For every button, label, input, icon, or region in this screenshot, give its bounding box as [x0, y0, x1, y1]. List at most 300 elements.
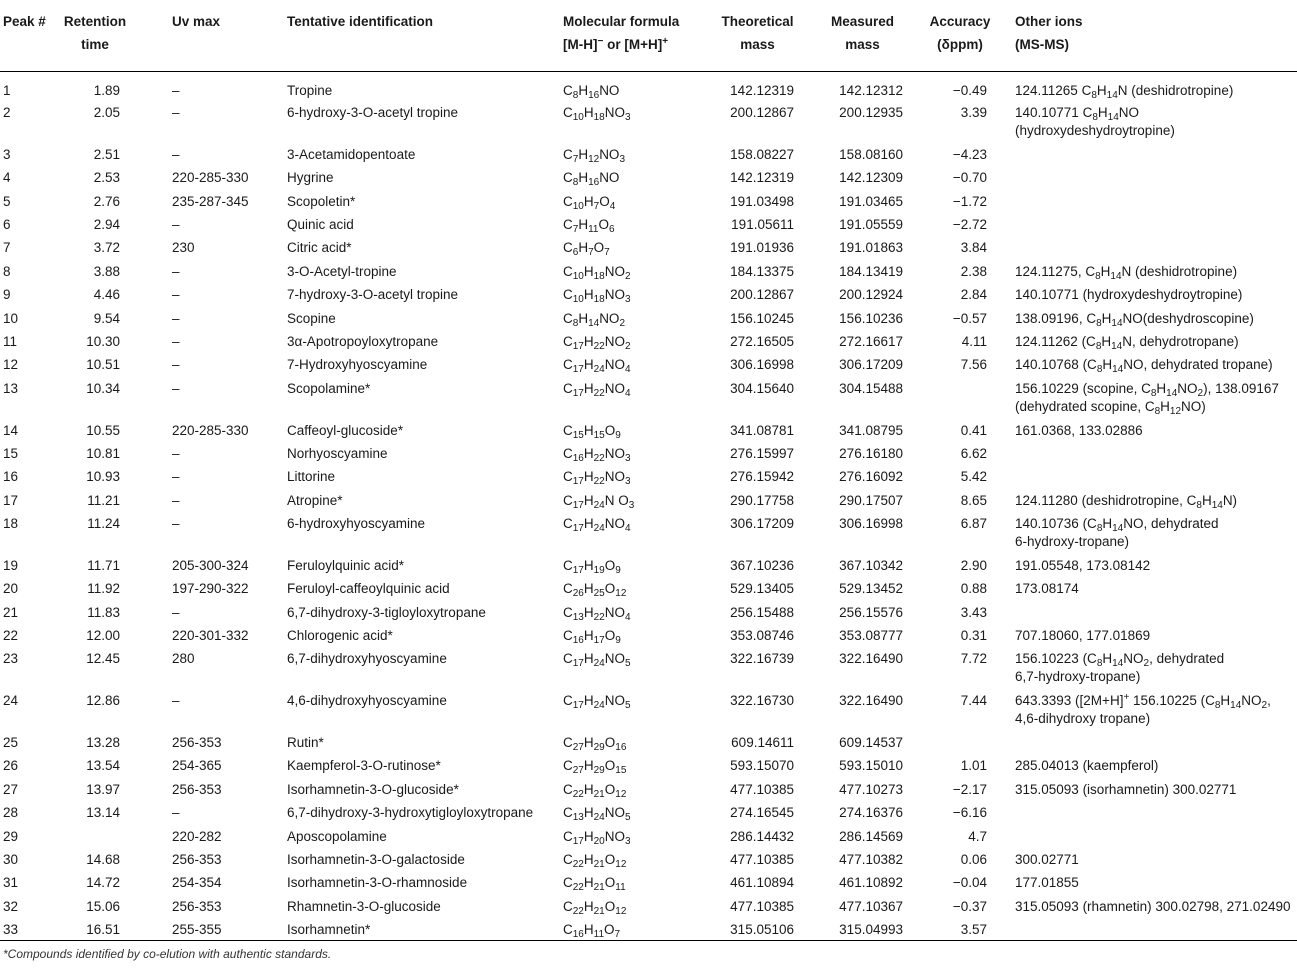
- cell-molecular-formula: [560, 72, 705, 101]
- cell-uv-max: [132, 418, 282, 441]
- cell-other-ions-segment: H: [1101, 333, 1112, 349]
- cell-measured-mass-text: 306.16998: [839, 516, 903, 532]
- table-row: [0, 441, 1297, 464]
- cell-retention-time-text: 1.89: [93, 83, 120, 98]
- cell-molecular-formula-segment: 13: [572, 812, 584, 824]
- cell-measured-mass: [810, 306, 915, 329]
- cell-molecular-formula-segment: 7: [614, 929, 621, 941]
- cell-other-ions-segment: 14: [1107, 112, 1119, 123]
- cell-accuracy: [915, 329, 1005, 352]
- cell-molecular-formula-segment: 17: [572, 340, 584, 352]
- cell-molecular-formula-segment: 22: [572, 858, 584, 870]
- cell-molecular-formula-segment: 24: [593, 364, 605, 376]
- cell-other-ions-segment: 156.10229 (scopine, C: [1015, 380, 1151, 396]
- cell-other-ions: [1005, 511, 1297, 553]
- cell-molecular-formula-segment: 8: [572, 90, 579, 101]
- cell-molecular-formula-segment: H: [583, 469, 594, 485]
- cell-molecular-formula-segment: O: [604, 781, 616, 797]
- cell-other-ions-segment: 14: [1111, 340, 1123, 352]
- cell-peak-text: 1: [3, 83, 11, 98]
- cell-measured-mass: [810, 259, 915, 282]
- cell-molecular-formula: [560, 800, 705, 823]
- cell-retention-time: [72, 511, 132, 553]
- cell-measured-mass: [810, 376, 915, 418]
- cell-uv-max: [132, 212, 282, 235]
- cell-uv-max-text: –: [172, 380, 180, 396]
- cell-measured-mass: [810, 870, 915, 893]
- cell-other-ions: [1005, 894, 1297, 917]
- cell-other-ions-segment: 2: [1261, 700, 1268, 712]
- cell-molecular-formula-segment: 25: [593, 588, 605, 600]
- cell-accuracy-text: −0.49: [952, 83, 987, 98]
- cell-molecular-formula-segment: H: [583, 422, 594, 438]
- cell-measured-mass-text: 256.15576: [839, 604, 903, 620]
- cell-peak: [0, 464, 72, 487]
- header-measured-mass: [810, 0, 915, 72]
- cell-uv-max: [132, 282, 282, 305]
- cell-accuracy: [915, 488, 1005, 511]
- cell-retention-time: [72, 189, 132, 212]
- cell-identification-text: 3-O-Acetyl-tropine: [287, 263, 397, 279]
- cell-molecular-formula-segment: 15: [615, 765, 627, 777]
- cell-theoretical-mass: [705, 824, 810, 847]
- cell-retention-time-text: 11.24: [87, 516, 120, 532]
- cell-theoretical-mass-text: 593.15070: [730, 758, 794, 774]
- cell-uv-max-text: 197-290-322: [172, 581, 249, 597]
- cell-molecular-formula-segment: C: [563, 380, 573, 396]
- cell-molecular-formula-segment: 11: [615, 882, 626, 894]
- cell-other-ions-segment: 14: [1166, 387, 1178, 399]
- cell-molecular-formula-segment: NO: [604, 651, 625, 667]
- cell-molecular-formula-segment: O: [593, 240, 605, 256]
- cell-other-ions-segment: 8: [1214, 700, 1221, 712]
- cell-other-ions-segment: 2: [1197, 387, 1204, 399]
- cell-measured-mass-text: 274.16376: [839, 805, 903, 821]
- cell-measured-mass: [810, 212, 915, 235]
- cell-identification: [282, 824, 560, 847]
- cell-other-ions: [1005, 100, 1297, 142]
- cell-peak-text: 21: [3, 604, 19, 620]
- cell-theoretical-mass-text: 142.12319: [730, 83, 794, 98]
- cell-measured-mass-text: 609.14537: [839, 735, 903, 751]
- cell-molecular-formula-segment: 12: [615, 788, 627, 800]
- cell-theoretical-mass: [705, 306, 810, 329]
- cell-molecular-formula-segment: 7: [593, 200, 600, 212]
- table-row: [0, 165, 1297, 188]
- cell-other-ions-segment: N, dehydrotropane): [1122, 333, 1239, 349]
- cell-measured-mass-text: 341.08795: [839, 422, 903, 438]
- cell-accuracy-text: 3.57: [960, 922, 987, 938]
- cell-retention-time: [72, 600, 132, 623]
- cell-other-ions-segment: 140.10768 (C: [1015, 357, 1097, 373]
- cell-accuracy-text: 7.72: [960, 651, 987, 667]
- cell-identification: [282, 441, 560, 464]
- cell-molecular-formula-segment: H: [583, 516, 594, 532]
- cell-uv-max: [132, 165, 282, 188]
- cell-retention-time-text: 2.53: [93, 170, 120, 186]
- cell-theoretical-mass-text: 367.10236: [730, 557, 794, 573]
- cell-molecular-formula-segment: 18: [593, 270, 605, 282]
- cell-other-ions-segment: 8: [1150, 387, 1157, 399]
- table-row: [0, 777, 1297, 800]
- cell-uv-max-text: 280: [172, 651, 195, 667]
- cell-uv-max: [132, 870, 282, 893]
- cell-peak: [0, 72, 72, 101]
- cell-other-ions-segment: N (deshidrotropine): [1117, 83, 1234, 98]
- cell-theoretical-mass-text: 529.13405: [730, 581, 794, 597]
- cell-accuracy-text: −0.70: [952, 170, 987, 186]
- cell-identification-text: Kaempferol-3-O-rutinose*: [287, 758, 441, 774]
- cell-molecular-formula-segment: 7: [572, 223, 579, 235]
- cell-molecular-formula-segment: 17: [572, 387, 584, 399]
- cell-measured-mass-text: 191.03465: [839, 193, 903, 209]
- cell-identification: [282, 646, 560, 688]
- cell-theoretical-mass-text: 286.14432: [730, 828, 794, 844]
- cell-molecular-formula-segment: O: [604, 851, 616, 867]
- cell-measured-mass: [810, 488, 915, 511]
- cell-peak: [0, 777, 72, 800]
- table-row: [0, 646, 1297, 688]
- cell-identification: [282, 870, 560, 893]
- cell-retention-time-text: 13.97: [86, 781, 120, 797]
- cell-theoretical-mass: [705, 800, 810, 823]
- cell-molecular-formula-segment: 17: [593, 635, 605, 647]
- table-row: [0, 753, 1297, 776]
- cell-uv-max: [132, 623, 282, 646]
- cell-molecular-formula: [560, 730, 705, 753]
- cell-molecular-formula-segment: NO: [604, 357, 625, 373]
- cell-accuracy: [915, 464, 1005, 487]
- cell-peak: [0, 870, 72, 893]
- cell-molecular-formula-segment: NO: [604, 380, 625, 396]
- table-footnote: *Compounds identified by co-elution with authentic standards.: [3, 947, 332, 962]
- cell-theoretical-mass-text: 304.15640: [730, 380, 794, 396]
- cell-retention-time-text: 2.05: [93, 105, 120, 120]
- cell-molecular-formula-segment: 17: [572, 364, 584, 376]
- header-formula-minus: −: [597, 36, 604, 47]
- cell-measured-mass: [810, 464, 915, 487]
- cell-measured-mass: [810, 441, 915, 464]
- cell-accuracy-text: 7.56: [960, 357, 987, 373]
- cell-peak: [0, 376, 72, 418]
- cell-measured-mass: [810, 777, 915, 800]
- cell-molecular-formula-segment: O: [604, 581, 616, 597]
- table-row: [0, 259, 1297, 282]
- cell-molecular-formula-segment: 5: [625, 658, 631, 670]
- cell-theoretical-mass-text: 142.12319: [730, 170, 794, 186]
- cell-molecular-formula-segment: 22: [572, 788, 584, 800]
- cell-identification-text: Feruloyl-caffeoylquinic acid: [287, 581, 450, 597]
- cell-accuracy-text: 5.42: [960, 469, 987, 485]
- cell-molecular-formula: [560, 464, 705, 487]
- cell-molecular-formula-segment: 2: [619, 317, 625, 329]
- cell-peak-text: 31: [3, 875, 19, 891]
- cell-retention-time: [72, 753, 132, 776]
- cell-peak: [0, 282, 72, 305]
- cell-other-ions: [1005, 824, 1297, 847]
- cell-peak: [0, 329, 72, 352]
- cell-molecular-formula-segment: C: [563, 516, 573, 532]
- cell-measured-mass: [810, 847, 915, 870]
- cell-molecular-formula-segment: 3: [625, 835, 631, 847]
- cell-uv-max: [132, 72, 282, 101]
- cell-other-ions-segment: 140.10736 (C: [1015, 516, 1097, 532]
- cell-measured-mass-text: 304.15488: [839, 380, 903, 396]
- cell-theoretical-mass: [705, 72, 810, 101]
- cell-uv-max: [132, 847, 282, 870]
- table-row: [0, 282, 1297, 305]
- cell-retention-time: [72, 212, 132, 235]
- cell-accuracy: [915, 259, 1005, 282]
- cell-other-ions: [1005, 352, 1297, 375]
- cell-retention-time: [72, 352, 132, 375]
- cell-retention-time-text: 10.34: [86, 380, 120, 396]
- cell-molecular-formula-segment: 29: [593, 742, 605, 754]
- cell-peak-text: 8: [3, 263, 11, 279]
- cell-molecular-formula-segment: 29: [593, 765, 605, 777]
- header-formula-mh: [M-H]: [563, 37, 598, 52]
- cell-other-ions-segment: H: [1156, 380, 1167, 396]
- cell-molecular-formula-segment: H: [583, 492, 594, 508]
- cell-molecular-formula-segment: 11: [593, 929, 605, 941]
- cell-molecular-formula-segment: NO: [599, 83, 620, 98]
- cell-retention-time: [72, 306, 132, 329]
- cell-molecular-formula-segment: C: [563, 828, 573, 844]
- cell-molecular-formula: [560, 488, 705, 511]
- cell-molecular-formula-segment: 4: [625, 611, 631, 623]
- cell-molecular-formula-segment: 19: [593, 564, 605, 576]
- cell-molecular-formula-segment: C: [563, 357, 573, 373]
- cell-molecular-formula-segment: C: [563, 469, 573, 485]
- cell-measured-mass-text: 272.16617: [839, 333, 903, 349]
- cell-peak: [0, 259, 72, 282]
- cell-other-ions-segment: H: [1160, 398, 1170, 414]
- cell-other-ions-segment: NO, dehydrated: [1123, 516, 1219, 532]
- cell-accuracy-text: −0.37: [952, 898, 987, 914]
- cell-theoretical-mass: [705, 259, 810, 282]
- cell-uv-max-text: –: [172, 287, 180, 303]
- cell-molecular-formula-segment: 4: [609, 200, 616, 212]
- cell-identification-text: 6,7-dihydroxyhyoscyamine: [287, 651, 447, 667]
- cell-accuracy: [915, 235, 1005, 258]
- cell-other-ions-segment: 8: [1095, 340, 1102, 352]
- cell-other-ions-segment: 14: [1110, 270, 1122, 282]
- cell-accuracy-text: −4.23: [952, 146, 987, 162]
- cell-molecular-formula-segment: 18: [593, 112, 605, 123]
- cell-peak: [0, 553, 72, 576]
- cell-peak-text: 11: [3, 333, 18, 349]
- header-other-ions: [1005, 0, 1297, 72]
- cell-measured-mass: [810, 600, 915, 623]
- cell-molecular-formula-segment: 10: [572, 112, 584, 123]
- header-measured-mass-line2: mass: [845, 37, 880, 52]
- cell-accuracy: [915, 730, 1005, 753]
- cell-molecular-formula-segment: O: [604, 875, 616, 891]
- cell-accuracy: [915, 870, 1005, 893]
- cell-other-ions: [1005, 753, 1297, 776]
- cell-accuracy-text: −6.16: [952, 805, 987, 821]
- cell-retention-time: [72, 800, 132, 823]
- cell-uv-max-text: 255-355: [172, 922, 222, 938]
- cell-peak-text: 10: [3, 310, 19, 326]
- cell-accuracy: [915, 753, 1005, 776]
- cell-molecular-formula-segment: NO: [599, 170, 620, 186]
- cell-uv-max: [132, 352, 282, 375]
- cell-molecular-formula-segment: H: [578, 216, 589, 232]
- cell-uv-max-text: –: [172, 604, 180, 620]
- cell-other-ions: [1005, 441, 1297, 464]
- cell-theoretical-mass-text: 200.12867: [730, 287, 794, 303]
- cell-molecular-formula-segment: H: [583, 357, 594, 373]
- cell-other-ions-segment: ), 138.09167: [1203, 380, 1279, 396]
- cell-molecular-formula-segment: 7: [588, 247, 594, 259]
- cell-identification-text: Tropine: [287, 83, 333, 98]
- cell-molecular-formula-segment: H: [583, 735, 594, 751]
- cell-other-ions: [1005, 576, 1297, 599]
- cell-peak: [0, 306, 72, 329]
- cell-molecular-formula-segment: C: [563, 146, 573, 162]
- table-row: [0, 870, 1297, 893]
- cell-other-ions-segment: H: [1097, 105, 1108, 120]
- cell-molecular-formula-segment: NO: [604, 805, 625, 821]
- cell-molecular-formula-segment: NO: [604, 604, 625, 620]
- cell-accuracy-text: 6.62: [960, 445, 987, 461]
- cell-accuracy-text: 3.39: [960, 105, 987, 120]
- cell-uv-max: [132, 306, 282, 329]
- cell-other-ions-segment: 156.10225 (C: [1129, 693, 1215, 709]
- cell-molecular-formula-segment: H: [583, 604, 594, 620]
- cell-accuracy: [915, 441, 1005, 464]
- cell-molecular-formula-segment: 17: [572, 564, 584, 576]
- cell-theoretical-mass: [705, 553, 810, 576]
- cell-uv-max: [132, 576, 282, 599]
- cell-other-ions: [1005, 142, 1297, 165]
- cell-other-ions: [1005, 165, 1297, 188]
- cell-uv-max-text: 256-353: [172, 851, 222, 867]
- cell-molecular-formula-segment: H: [578, 240, 589, 256]
- cell-identification-text: Caffeoyl-glucoside*: [287, 422, 404, 438]
- cell-other-ions-segment: +: [1123, 692, 1130, 704]
- table-row: [0, 800, 1297, 823]
- cell-molecular-formula-segment: 21: [593, 788, 605, 800]
- cell-molecular-formula-segment: H: [583, 193, 594, 209]
- cell-molecular-formula-segment: C: [563, 492, 573, 508]
- cell-other-ions-segment: H: [1102, 651, 1113, 667]
- cell-molecular-formula-segment: H: [583, 628, 594, 644]
- cell-identification: [282, 488, 560, 511]
- cell-other-ions: [1005, 870, 1297, 893]
- table-row: [0, 189, 1297, 212]
- cell-accuracy: [915, 142, 1005, 165]
- cell-retention-time-text: 2.51: [93, 146, 120, 162]
- cell-theoretical-mass-text: 322.16730: [730, 693, 794, 709]
- cell-identification: [282, 100, 560, 142]
- cell-retention-time: [72, 894, 132, 917]
- cell-retention-time-text: 2.76: [93, 193, 120, 209]
- cell-molecular-formula-segment: H: [583, 581, 594, 597]
- cell-peak: [0, 488, 72, 511]
- cell-measured-mass-text: 200.12924: [839, 287, 903, 303]
- cell-other-ions-segment: H: [1102, 357, 1113, 373]
- cell-accuracy: [915, 100, 1005, 142]
- cell-accuracy: [915, 688, 1005, 730]
- cell-retention-time-text: 12.00: [86, 628, 120, 644]
- cell-molecular-formula-segment: C: [563, 170, 573, 186]
- cell-theoretical-mass-text: 191.01936: [730, 240, 794, 256]
- cell-molecular-formula-segment: 16: [572, 452, 584, 464]
- cell-peak-text: 12: [3, 357, 19, 373]
- cell-other-ions-segment: 315.05093 (isorhamnetin) 300.02771: [1015, 781, 1237, 797]
- cell-identification-text: Scopolamine*: [287, 380, 371, 396]
- cell-accuracy-text: 3.84: [960, 240, 987, 256]
- table-row: [0, 488, 1297, 511]
- cell-identification: [282, 259, 560, 282]
- cell-molecular-formula-segment: 3: [625, 294, 631, 306]
- cell-peak-text: 14: [3, 422, 19, 438]
- cell-retention-time: [72, 730, 132, 753]
- cell-molecular-formula-segment: C: [563, 193, 573, 209]
- cell-theoretical-mass: [705, 777, 810, 800]
- cell-identification: [282, 688, 560, 730]
- cell-peak-text: 18: [3, 516, 19, 532]
- cell-identification: [282, 917, 560, 940]
- cell-identification: [282, 352, 560, 375]
- cell-other-ions-segment: 156.10223 (C: [1015, 651, 1097, 667]
- cell-measured-mass-text: 191.05559: [839, 216, 903, 232]
- header-accuracy-line2: (δppm): [937, 37, 983, 52]
- cell-molecular-formula-segment: H: [583, 875, 594, 891]
- cell-uv-max-text: –: [172, 105, 180, 120]
- cell-peak-text: 15: [3, 445, 19, 461]
- cell-peak: [0, 730, 72, 753]
- cell-identification: [282, 306, 560, 329]
- cell-accuracy: [915, 623, 1005, 646]
- cell-other-ions-segment: 177.01855: [1015, 875, 1079, 891]
- cell-measured-mass: [810, 824, 915, 847]
- cell-molecular-formula-segment: NO: [604, 828, 625, 844]
- cell-theoretical-mass-text: 315.05106: [730, 922, 794, 938]
- cell-molecular-formula-segment: H: [578, 170, 589, 186]
- cell-theoretical-mass: [705, 511, 810, 553]
- cell-identification-text: 6,7-dihydroxy-3-tigloyloxytropane: [287, 604, 486, 620]
- cell-molecular-formula-segment: 9: [615, 635, 621, 647]
- cell-measured-mass-text: 184.13419: [839, 263, 903, 279]
- cell-identification: [282, 212, 560, 235]
- table-row: [0, 511, 1297, 553]
- cell-other-ions-segment: H: [1102, 516, 1113, 532]
- cell-identification-text: Hygrine: [287, 170, 334, 186]
- cell-measured-mass-text: 477.10367: [839, 898, 903, 914]
- cell-measured-mass: [810, 753, 915, 776]
- cell-molecular-formula-segment: 22: [593, 340, 605, 352]
- header-uv-max-text: Uv max: [172, 14, 221, 29]
- cell-molecular-formula-segment: O: [604, 422, 616, 438]
- cell-uv-max: [132, 800, 282, 823]
- cell-measured-mass: [810, 100, 915, 142]
- cell-peak-text: 24: [3, 693, 19, 709]
- cell-measured-mass-text: 306.17209: [839, 357, 903, 373]
- cell-uv-max-text: –: [172, 469, 180, 485]
- cell-molecular-formula-segment: 7: [572, 153, 579, 165]
- cell-identification-text: 6-hydroxy-3-O-acetyl tropine: [287, 105, 459, 120]
- cell-retention-time-text: 11.92: [87, 581, 120, 597]
- cell-identification-text: Isorhamnetin*: [287, 922, 371, 938]
- cell-peak: [0, 352, 72, 375]
- cell-uv-max: [132, 464, 282, 487]
- cell-molecular-formula-segment: H: [583, 333, 594, 349]
- header-identification: [282, 0, 560, 72]
- cell-identification-text: Isorhamnetin-3-O-glucoside*: [287, 781, 459, 797]
